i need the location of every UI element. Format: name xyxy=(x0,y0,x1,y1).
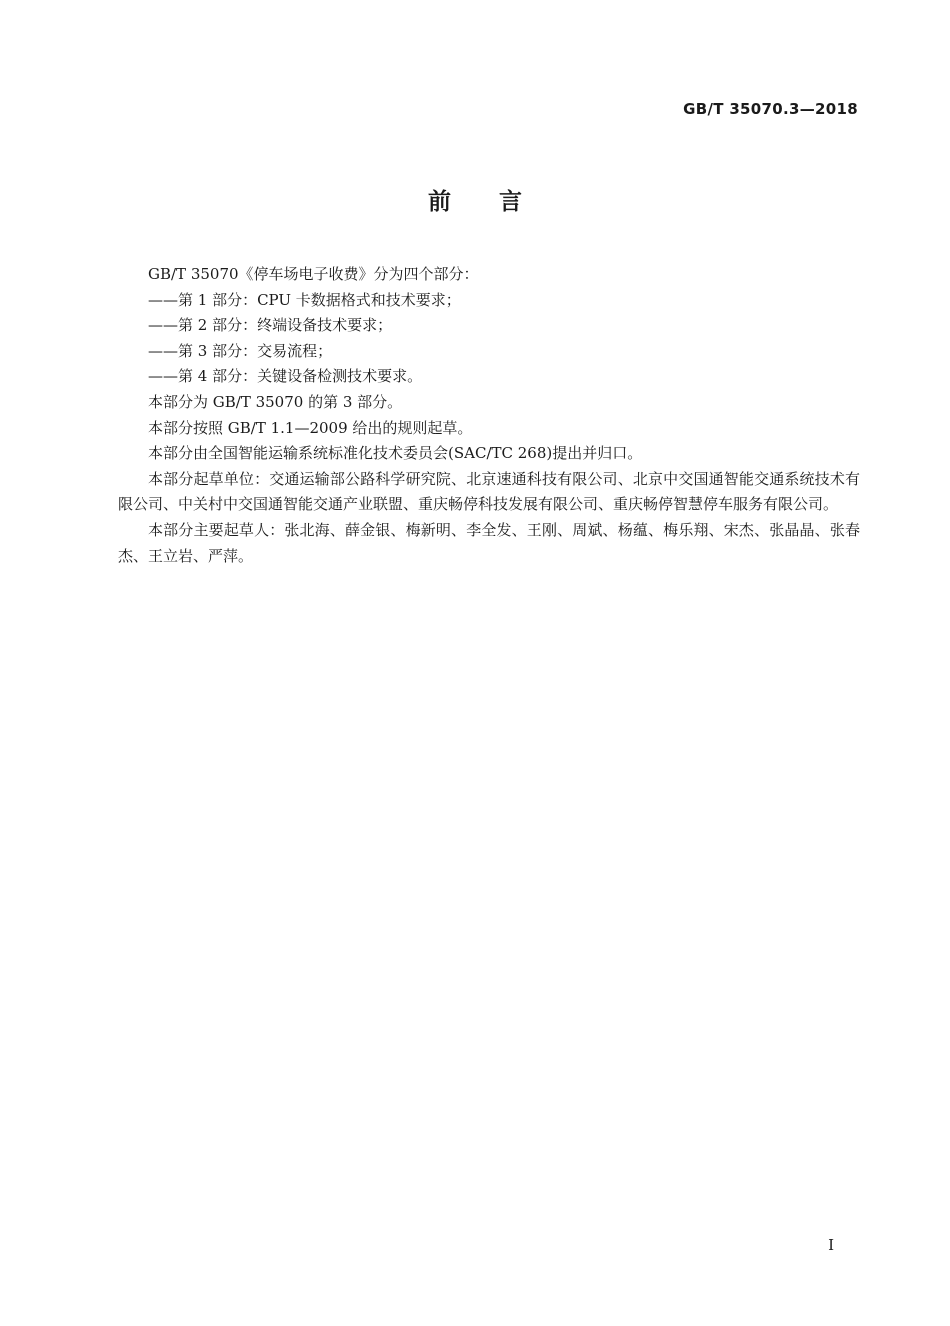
page-number: I xyxy=(828,1236,834,1254)
list-item-part-1: ——第 1 部分：CPU 卡数据格式和技术要求； xyxy=(148,290,461,309)
paragraph-drafters: 本部分主要起草人：张北海、薛金银、梅新明、李全发、王刚、周斌、杨蕴、梅乐翔、宋杰、张晶晶、张春杰、王立岩、严萍。 xyxy=(118,520,860,565)
list-item-part-3: ——第 3 部分：交易流程； xyxy=(148,341,333,360)
paragraph-drafting-rules: 本部分按照 GB/T 1.1—2009 给出的规则起草。 xyxy=(148,418,473,437)
paragraph-parts-intro: GB/T 35070《停车场电子收费》分为四个部分： xyxy=(148,265,479,283)
paragraph-this-part: 本部分为 GB/T 35070 的第 3 部分。 xyxy=(148,392,403,411)
standard-number: GB/T 35070.3—2018 xyxy=(683,100,858,118)
paragraph-proposer: 本部分由全国智能运输系统标准化技术委员会(SAC/TC 268)提出并归口。 xyxy=(148,444,643,463)
list-item-part-4: ——第 4 部分：关键设备检测技术要求。 xyxy=(148,367,423,386)
list-item-part-2: ——第 2 部分：终端设备技术要求； xyxy=(148,316,393,335)
page-title: 前言 xyxy=(428,189,570,215)
foreword-body xyxy=(118,262,860,569)
paragraph-drafting-units: 本部分起草单位：交通运输部公路科学研究院、北京速通科技有限公司、北京中交国通智能交通系统技术有限公司、中关村中交国通智能交通产业联盟、重庆畅停科技发展有限公司、重庆畅停智慧停车服务有限公司。 xyxy=(118,469,860,514)
